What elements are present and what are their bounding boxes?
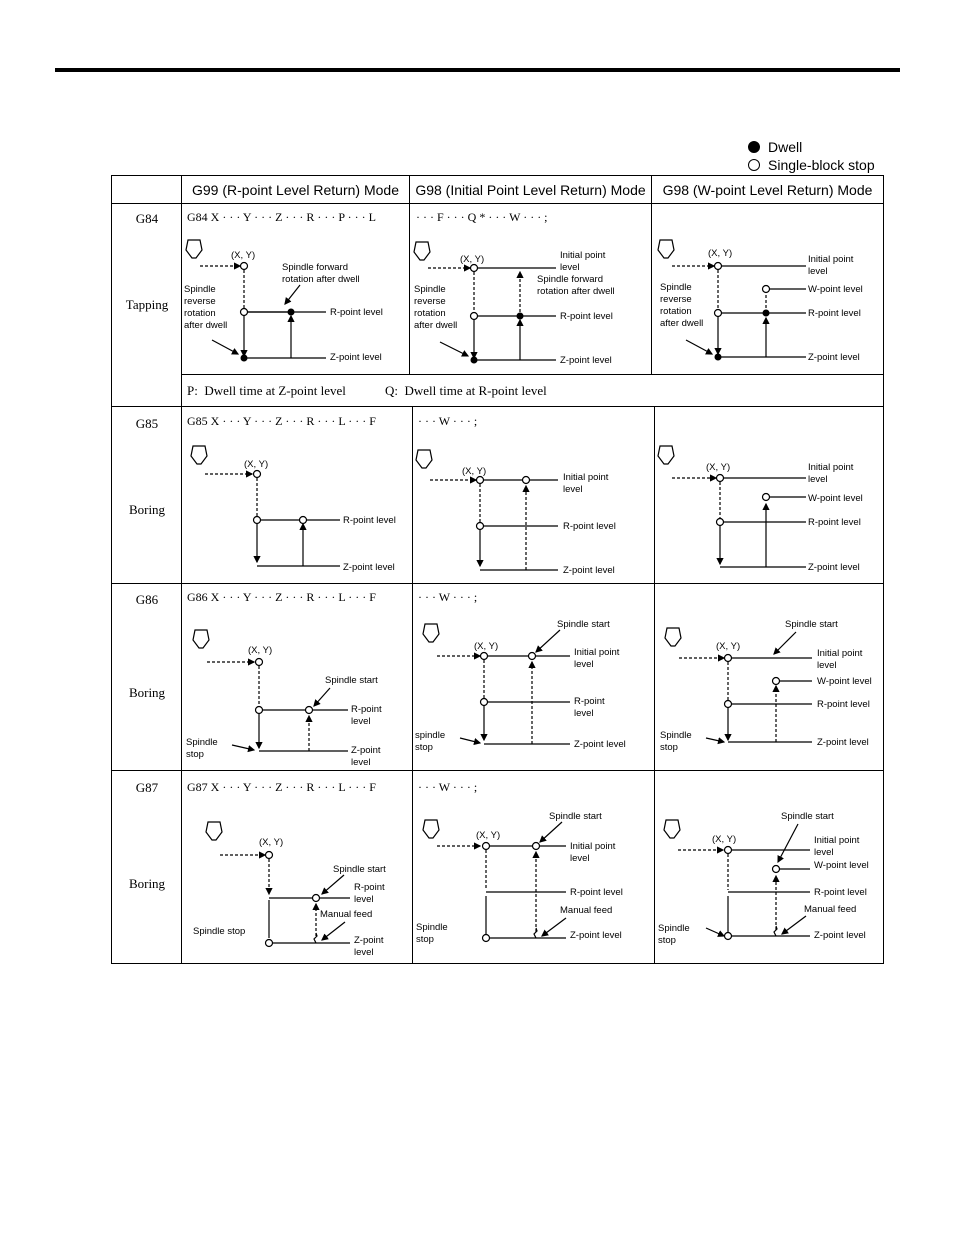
label-stop: stop [415,742,433,753]
name-boring-g85: Boring [128,502,166,517]
label-rotation: rotation [184,308,216,319]
label-spindle: Spindle [658,923,690,934]
label-z-point-level: Z-point level [563,565,615,576]
label-spindle-forward: Spindle forward [282,262,349,273]
label-r-point-level: R-point level [560,311,613,322]
label-level: level [817,660,837,671]
label-w-point-level: W-point level [814,860,869,871]
name-boring-g87: Boring [128,876,166,891]
label-spindle: spindle [415,730,446,741]
label-spindle: Spindle [414,284,446,295]
label-manual-feed: Manual feed [804,904,857,915]
label-level: level [570,853,590,864]
label-rotation-after-dwell: rotation after dwell [537,286,615,297]
legend-dwell: Dwell [768,139,803,155]
label-w-point-level: W-point level [808,284,863,295]
label-level: level [351,757,371,768]
label-level: level [354,894,374,905]
code-g84: G84 [135,211,159,226]
label-z-point: Z-point [351,745,381,756]
label-level: level [574,659,594,670]
label-z-point-level: Z-point level [330,352,382,363]
label-manual-feed: Manual feed [320,909,373,920]
label-r-point-level: R-point level [808,308,861,319]
code-g86: G86 [135,592,159,607]
label-w-point-level: W-point level [817,676,872,687]
code-g85: G85 [135,416,159,431]
label-stop: stop [660,742,678,753]
label-spindle-start: Spindle start [557,619,610,630]
label-z-point-level: Z-point level [814,930,866,941]
label-spindle-start: Spindle start [785,619,838,630]
label-xy: (X, Y) [706,462,731,473]
label-r-point: R-point [351,704,382,715]
label-after-dwell: after dwell [414,320,458,331]
label-initial-point: Initial point [574,647,620,658]
label-spindle-stop: Spindle stop [193,926,246,937]
label-r-point-level: R-point level [563,521,616,532]
code-g87: G87 [135,780,159,795]
label-z-point-level: Z-point level [343,562,395,573]
label-reverse: reverse [414,296,446,307]
label-xy: (X, Y) [716,641,741,652]
label-r-point-level: R-point level [570,887,623,898]
label-xy: (X, Y) [462,466,487,477]
syntax-g87-b: · · · W · · · ; [418,780,478,794]
syntax-g84-a: G84 X · · · Y · · · Z · · · R · · · P · · · L [187,210,376,224]
label-reverse: reverse [660,294,692,305]
label-r-point-level: R-point level [330,307,383,318]
label-r-point: R-point [354,882,385,893]
tool-icon [186,240,202,258]
label-xy: (X, Y) [476,830,501,841]
label-xy: (X, Y) [231,250,256,261]
label-r-point-level: R-point level [814,887,867,898]
label-xy: (X, Y) [248,645,273,656]
label-rotation-after-dwell: rotation after dwell [282,274,360,285]
header-g98-w: G98 (W-point Level Return) Mode [662,181,873,198]
name-boring-g86: Boring [128,685,166,700]
label-level: level [354,947,374,958]
label-spindle: Spindle [186,737,218,748]
label-initial-point: Initial point [817,648,863,659]
label-z-point-level: Z-point level [574,739,626,750]
syntax-g87-a: G87 X · · · Y · · · Z · · · R · · · L · · · F [187,780,376,794]
label-stop: stop [186,749,204,760]
label-initial-point: Initial point [814,835,860,846]
label-initial-point: Initial point [808,254,854,265]
label-level: level [808,474,828,485]
syntax-g86-a: G86 X · · · Y · · · Z · · · R · · · L · · · F [187,590,376,604]
label-xy: (X, Y) [259,837,284,848]
label-initial-point: Initial point [808,462,854,473]
syntax-g86-b: · · · W · · · ; [418,590,478,604]
label-initial-point: Initial point [563,472,609,483]
name-tapping: Tapping [125,297,169,312]
label-spindle: Spindle [660,282,692,293]
label-level: level [351,716,371,727]
label-spindle: Spindle [184,284,216,295]
label-level: level [814,847,834,858]
label-spindle-start: Spindle start [325,675,378,686]
label-r-point-level: R-point level [808,517,861,528]
label-initial-point: Initial point [560,250,606,261]
label-xy: (X, Y) [244,459,269,470]
syntax-g85-a: G85 X · · · Y · · · Z · · · R · · · L · · · F [187,414,376,428]
label-spindle: Spindle [660,730,692,741]
label-r-point: R-point [574,696,605,707]
label-after-dwell: after dwell [184,320,228,331]
syntax-g84-b: · · · F · · · Q * · · · W · · · ; [416,210,548,224]
label-rotation: rotation [660,306,692,317]
label-r-point-level: R-point level [817,699,870,710]
label-xy: (X, Y) [708,248,733,259]
label-xy: (X, Y) [474,641,499,652]
label-z-point: Z-point [354,935,384,946]
legend-single-block-stop: Single-block stop [768,157,875,173]
note-p: P: Dwell time at Z-point level [187,383,346,398]
label-z-point-level: Z-point level [817,737,869,748]
label-spindle-start: Spindle start [781,811,834,822]
label-xy: (X, Y) [712,834,737,845]
syntax-g85-b: · · · W · · · ; [418,414,478,428]
label-reverse: reverse [184,296,216,307]
label-stop: stop [658,935,676,946]
label-z-point-level: Z-point level [808,562,860,573]
header-g99: G99 (R-point Level Return) Mode [192,181,399,198]
label-spindle-forward: Spindle forward [537,274,604,285]
label-level: level [560,262,580,273]
label-spindle-start: Spindle start [333,864,386,875]
label-z-point-level: Z-point level [808,352,860,363]
label-spindle-start: Spindle start [549,811,602,822]
label-after-dwell: after dwell [660,318,704,329]
label-z-point-level: Z-point level [570,930,622,941]
label-xy: (X, Y) [460,254,485,265]
label-stop: stop [416,934,434,945]
label-level: level [808,266,828,277]
note-q: Q: Dwell time at R-point level [385,383,547,398]
label-level: level [563,484,583,495]
label-initial-point: Initial point [570,841,616,852]
label-r-point-level: R-point level [343,515,396,526]
label-manual-feed: Manual feed [560,905,613,916]
label-spindle: Spindle [416,922,448,933]
label-level: level [574,708,594,719]
label-rotation: rotation [414,308,446,319]
label-w-point-level: W-point level [808,493,863,504]
header-g98-initial: G98 (Initial Point Level Return) Mode [415,181,646,198]
label-z-point-level: Z-point level [560,355,612,366]
